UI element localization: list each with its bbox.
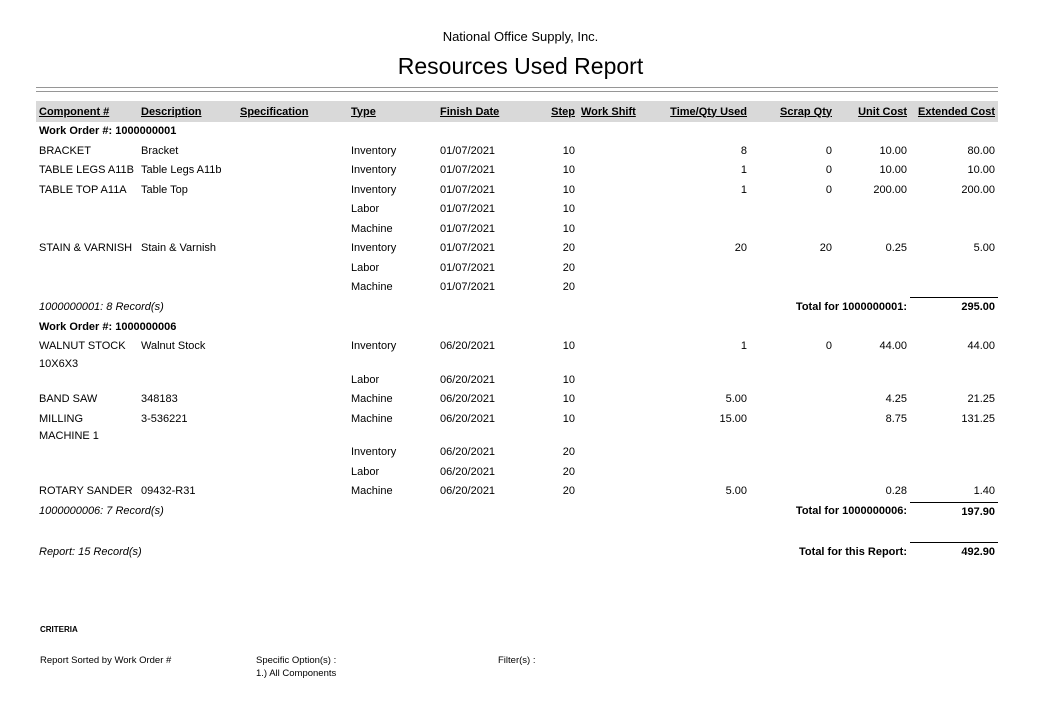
report-title: Resources Used Report	[397, 53, 644, 79]
cell-specification	[237, 410, 348, 444]
cell-description: Stain & Varnish	[141, 242, 217, 254]
criteria-row	[40, 654, 1041, 680]
table-row	[36, 239, 998, 259]
cell-time-qty-used: 5.00	[725, 485, 747, 497]
cell-extended-cost	[910, 463, 998, 483]
column-header-specification: Specification	[237, 101, 348, 122]
cell-type: Inventory	[351, 164, 397, 176]
cell-finish-date: 01/07/2021	[440, 222, 496, 235]
cell-extended-cost: 80.00	[967, 144, 995, 157]
column-header-component: Component #	[36, 101, 138, 122]
cell-finish-date: 01/07/2021	[440, 242, 496, 254]
cell-finish-date: 06/20/2021	[440, 485, 496, 497]
table-row	[36, 142, 998, 162]
column-header-work-shift: Work Shift	[578, 101, 645, 122]
cell-time-qty-used: 1	[740, 164, 747, 176]
cell-type: Machine	[351, 393, 393, 405]
cell-scrap-qty: 0	[825, 144, 832, 157]
cell-extended-cost: 1.40	[973, 485, 995, 497]
cell-unit-cost: 44.00	[879, 340, 907, 352]
cell-work-shift	[578, 371, 645, 391]
cell-component	[36, 200, 138, 220]
table-row	[36, 371, 998, 391]
cell-unit-cost: 4.25	[885, 393, 907, 405]
column-header-description: Description	[138, 101, 237, 122]
group-total-row	[36, 502, 998, 522]
criteria-section	[40, 625, 1041, 680]
column-header-step: Step	[532, 101, 578, 122]
cell-work-shift	[578, 220, 645, 240]
cell-type: Labor	[351, 203, 380, 215]
cell-finish-date: 01/07/2021	[440, 203, 496, 215]
cell-scrap-qty	[750, 278, 835, 298]
cell-specification	[237, 278, 348, 298]
cell-unit-cost	[835, 220, 910, 240]
cell-step: 20	[562, 485, 575, 497]
cell-description: 348183	[141, 393, 178, 405]
cell-specification	[237, 142, 348, 162]
spacer-cell	[36, 522, 998, 543]
cell-unit-cost	[835, 278, 910, 298]
cell-finish-date: 01/07/2021	[440, 183, 496, 196]
cell-step: 20	[562, 281, 575, 293]
cell-extended-cost: 131.25	[961, 412, 995, 425]
cell-step: 20	[562, 242, 575, 254]
cell-type: Labor	[351, 261, 380, 274]
cell-time-qty-used: 5.00	[725, 393, 747, 405]
cell-component	[36, 443, 138, 463]
cell-specification	[237, 390, 348, 410]
cell-time-qty-used	[645, 443, 750, 463]
cell-time-qty-used	[645, 200, 750, 220]
cell-finish-date: 01/07/2021	[440, 261, 496, 274]
cell-extended-cost: 44.00	[967, 340, 995, 352]
cell-component: BAND SAW	[39, 393, 98, 405]
cell-description: 09432-R31	[141, 485, 196, 497]
cell-step: 20	[562, 446, 575, 458]
group-records-note: 1000000001: 8 Record(s)	[39, 300, 164, 313]
table-row	[36, 278, 998, 298]
table-row	[36, 443, 998, 463]
cell-type: Machine	[351, 281, 393, 293]
cell-work-shift	[578, 181, 645, 201]
cell-time-qty-used	[645, 220, 750, 240]
cell-description: 3-536221	[141, 412, 188, 425]
cell-description: Table Legs A11b	[141, 164, 222, 176]
column-header-extended-cost: Extended Cost	[910, 101, 998, 122]
cell-type: Labor	[351, 465, 380, 478]
group-total-value: 295.00	[910, 298, 998, 318]
cell-scrap-qty	[750, 371, 835, 391]
cell-scrap-qty	[750, 443, 835, 463]
cell-description	[138, 259, 237, 279]
cell-step: 10	[562, 373, 575, 386]
cell-step: 10	[562, 183, 575, 196]
cell-description	[138, 463, 237, 483]
cell-unit-cost: 200.00	[873, 183, 907, 196]
cell-step: 20	[562, 261, 575, 274]
cell-time-qty-used: 8	[740, 144, 747, 157]
cell-step: 10	[562, 164, 575, 176]
cell-type: Machine	[351, 485, 393, 497]
cell-unit-cost	[835, 463, 910, 483]
cell-specification	[237, 200, 348, 220]
cell-finish-date: 06/20/2021	[440, 373, 496, 386]
cell-description: Walnut Stock	[141, 340, 206, 352]
cell-time-qty-used	[645, 463, 750, 483]
cell-work-shift	[578, 482, 645, 502]
cell-type: Inventory	[351, 183, 397, 196]
cell-extended-cost	[910, 259, 998, 279]
cell-component	[36, 259, 138, 279]
group-total-label: Total for 1000000001:	[795, 300, 907, 313]
cell-step: 10	[562, 203, 575, 215]
table-row	[36, 337, 998, 371]
cell-time-qty-used: 20	[734, 242, 747, 254]
table-row	[36, 181, 998, 201]
cell-component	[36, 371, 138, 391]
cell-unit-cost	[835, 259, 910, 279]
cell-work-shift	[578, 142, 645, 162]
criteria-filters-label: Filter(s) :	[498, 654, 536, 666]
cell-component: WALNUT STOCK 10X6X3	[39, 340, 126, 370]
criteria-specific-options-label: Specific Option(s) :	[256, 654, 337, 666]
cell-component: ROTARY SANDER	[39, 485, 133, 497]
cell-finish-date: 01/07/2021	[440, 281, 496, 293]
cell-unit-cost: 0.28	[885, 485, 907, 497]
cell-extended-cost	[910, 278, 998, 298]
cell-time-qty-used: 1	[740, 340, 747, 352]
work-order-label: Work Order #: 1000000001	[39, 125, 177, 137]
cell-specification	[237, 181, 348, 201]
cell-specification	[237, 239, 348, 259]
cell-unit-cost	[835, 200, 910, 220]
cell-scrap-qty: 0	[825, 340, 832, 352]
column-header-scrap-qty: Scrap Qty	[750, 101, 835, 122]
column-header-time-qty-used: Time/Qty Used	[645, 101, 750, 122]
cell-scrap-qty	[750, 463, 835, 483]
cell-work-shift	[578, 410, 645, 444]
cell-extended-cost	[910, 371, 998, 391]
report-table	[36, 101, 998, 563]
cell-time-qty-used	[645, 259, 750, 279]
cell-extended-cost	[910, 200, 998, 220]
cell-specification	[237, 220, 348, 240]
criteria-heading: CRITERIA	[40, 624, 78, 634]
cell-unit-cost: 10.00	[879, 144, 907, 157]
cell-scrap-qty	[750, 390, 835, 410]
cell-finish-date: 01/07/2021	[440, 144, 496, 157]
cell-scrap-qty	[750, 220, 835, 240]
cell-component	[36, 463, 138, 483]
cell-type: Inventory	[351, 242, 397, 254]
cell-description	[138, 443, 237, 463]
cell-work-shift	[578, 463, 645, 483]
cell-step: 10	[562, 412, 575, 425]
cell-work-shift	[578, 443, 645, 463]
cell-extended-cost	[910, 443, 998, 463]
cell-type: Inventory	[351, 340, 397, 352]
cell-description: Table Top	[141, 183, 188, 196]
table-row	[36, 161, 998, 181]
cell-step: 10	[562, 393, 575, 405]
cell-description: Bracket	[141, 144, 179, 157]
cell-type: Inventory	[351, 144, 397, 157]
table-row	[36, 482, 998, 502]
cell-scrap-qty	[750, 410, 835, 444]
report-total-row	[36, 543, 998, 563]
column-header-type: Type	[348, 101, 437, 122]
cell-specification	[237, 259, 348, 279]
cell-time-qty-used	[645, 278, 750, 298]
cell-component	[36, 278, 138, 298]
cell-work-shift	[578, 259, 645, 279]
cell-extended-cost	[910, 220, 998, 240]
cell-finish-date: 06/20/2021	[440, 465, 496, 478]
cell-unit-cost	[835, 371, 910, 391]
table-row	[36, 410, 998, 444]
report-records-note: Report: 15 Record(s)	[39, 545, 142, 558]
table-row	[36, 390, 998, 410]
cell-work-shift	[578, 278, 645, 298]
column-header-unit-cost: Unit Cost	[835, 101, 910, 122]
group-total-row	[36, 298, 998, 318]
cell-type: Machine	[351, 222, 393, 235]
cell-step: 10	[562, 340, 575, 352]
cell-component: MILLING MACHINE 1	[39, 412, 99, 442]
report-total-label: Total for this Report:	[799, 545, 907, 558]
report-table-body	[36, 122, 998, 563]
cell-scrap-qty	[750, 259, 835, 279]
cell-time-qty-used: 1	[740, 183, 747, 196]
cell-work-shift	[578, 337, 645, 371]
cell-extended-cost: 5.00	[973, 242, 995, 254]
criteria-specific-options	[256, 654, 498, 680]
cell-time-qty-used: 15.00	[719, 412, 747, 425]
cell-work-shift	[578, 390, 645, 410]
cell-finish-date: 06/20/2021	[440, 340, 496, 352]
cell-extended-cost: 21.25	[967, 393, 995, 405]
report-total-value: 492.90	[910, 543, 998, 563]
cell-extended-cost: 10.00	[967, 164, 995, 176]
cell-scrap-qty: 0	[825, 164, 832, 176]
column-header-finish-date: Finish Date	[437, 101, 532, 122]
cell-extended-cost: 200.00	[961, 183, 995, 196]
company-name: National Office Supply, Inc.	[442, 29, 599, 44]
cell-description	[138, 220, 237, 240]
cell-work-shift	[578, 161, 645, 181]
cell-scrap-qty: 20	[819, 242, 832, 254]
cell-specification	[237, 337, 348, 371]
cell-unit-cost: 8.75	[885, 412, 907, 425]
cell-step: 10	[562, 222, 575, 235]
cell-work-shift	[578, 200, 645, 220]
spacer-row	[36, 522, 998, 543]
cell-finish-date: 01/07/2021	[440, 164, 496, 176]
table-row	[36, 463, 998, 483]
cell-step: 10	[562, 144, 575, 157]
group-total-label: Total for 1000000006:	[795, 505, 907, 517]
cell-step: 20	[562, 465, 575, 478]
work-order-label: Work Order #: 1000000006	[39, 320, 177, 333]
cell-specification	[237, 463, 348, 483]
group-header-row	[36, 318, 998, 338]
group-records-note: 1000000006: 7 Record(s)	[39, 505, 164, 517]
cell-scrap-qty: 0	[825, 183, 832, 196]
cell-specification	[237, 443, 348, 463]
group-total-value: 197.90	[910, 502, 998, 522]
cell-unit-cost	[835, 443, 910, 463]
column-header-row	[36, 101, 998, 122]
cell-component	[36, 220, 138, 240]
cell-work-shift	[578, 239, 645, 259]
cell-specification	[237, 371, 348, 391]
cell-description	[138, 371, 237, 391]
cell-description	[138, 278, 237, 298]
cell-finish-date: 06/20/2021	[440, 412, 496, 425]
cell-component: BRACKET	[39, 144, 91, 157]
cell-scrap-qty	[750, 482, 835, 502]
cell-component: TABLE LEGS A11B	[39, 164, 134, 176]
cell-unit-cost: 0.25	[885, 242, 907, 254]
cell-unit-cost: 10.00	[879, 164, 907, 176]
cell-type: Machine	[351, 412, 393, 425]
cell-component: STAIN & VARNISH	[39, 242, 133, 254]
cell-time-qty-used	[645, 371, 750, 391]
cell-specification	[237, 482, 348, 502]
title-divider	[36, 87, 998, 92]
criteria-specific-options-value: 1.) All Components	[256, 667, 337, 679]
table-row	[36, 259, 998, 279]
cell-description	[138, 200, 237, 220]
cell-scrap-qty	[750, 200, 835, 220]
cell-finish-date: 06/20/2021	[440, 446, 496, 458]
cell-component: TABLE TOP A11A	[39, 183, 127, 196]
cell-type: Inventory	[351, 446, 397, 458]
cell-specification	[237, 161, 348, 181]
cell-type: Labor	[351, 373, 380, 386]
cell-finish-date: 06/20/2021	[440, 393, 496, 405]
group-header-row	[36, 122, 998, 142]
criteria-sorted-by: Report Sorted by Work Order #	[40, 654, 172, 666]
table-row	[36, 200, 998, 220]
table-row	[36, 220, 998, 240]
